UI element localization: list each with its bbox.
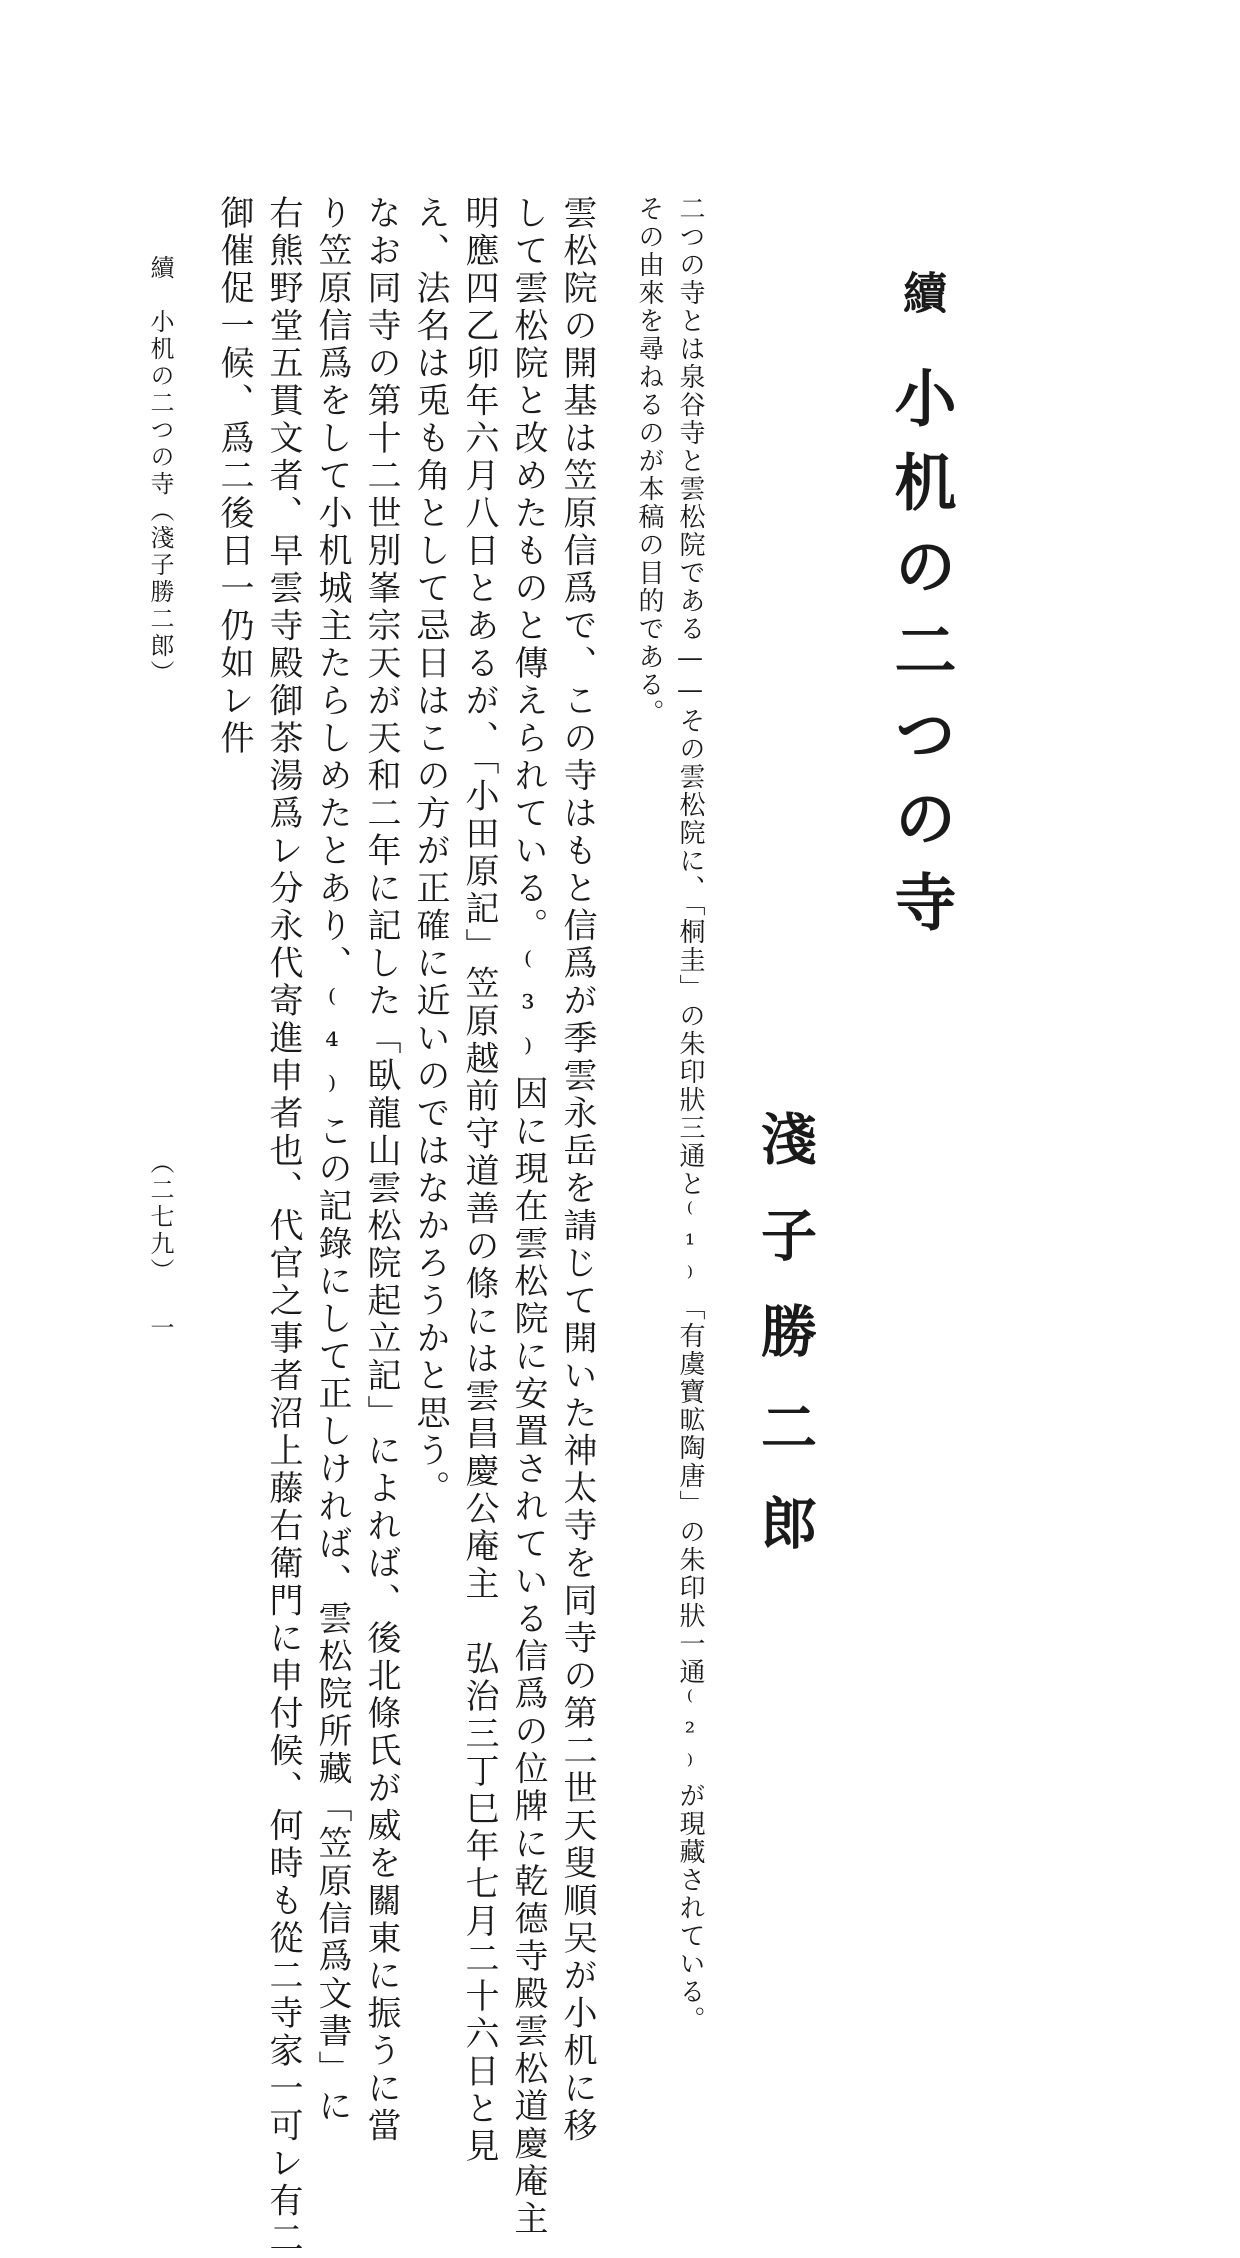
leaf-number: 一: [146, 1315, 174, 1339]
intro-line-1: 二つの寺とは泉谷寺と雲松院である——その雲松院に、「桐圭」の朱印狀三通と⁽¹⁾「有虞寶昿陶唐」の朱印狀一通⁽²⁾が現藏されている。: [675, 195, 705, 2034]
title-prefix: 續: [895, 270, 946, 336]
body-line-5: なお同寺の第十二世別峯宗天が天和二年に記した「臥龍山雲松院起立記」によれば、後北條氏が威を關東に振うに當: [361, 195, 401, 2145]
article-title: [884, 270, 957, 954]
page-number: （二七九）: [146, 1150, 174, 1285]
body-line-2: して雲松院と改めたものと傳えられている。⁽³⁾因に現在雲松院に安置されている信爲の位牌に乾德寺殿雲松道慶庵主: [508, 195, 548, 2238]
body-line-7: 右熊野堂五貫文者、早雲寺殿御茶湯爲レ分永代寄進申者也、代官之事者沼上藤右衛門に申付候、何時も從二寺家一可レ有二: [263, 195, 303, 2258]
body-line-8: 御催促一候、爲二後日一仍如レ件: [214, 195, 254, 758]
running-title: 續 小机の二つの寺（淺子勝二郎）: [146, 255, 174, 687]
intro-line-2: その由來を尋ねるのが本稿の目的である。: [634, 195, 664, 727]
body-line-6: り笠原信爲をして小机城主たらしめたとあり、⁽⁴⁾この記錄にして正しければ、雲松院所藏「笠原信爲文書」に: [312, 195, 352, 2126]
title-main: 小机の二つの寺: [884, 366, 957, 954]
author-name: 淺子勝二郎: [752, 1110, 818, 1590]
body-line-1: 雲松院の開基は笠原信爲で、この寺はもと信爲が季雲永岳を請じて開いた神太寺を同寺の第二世天叟順㕦が小机に移: [557, 195, 597, 2145]
body-line-4: え、法名は兎も角として忌日はこの方が正確に近いのではなかろうかと思う。: [410, 195, 450, 1508]
body-line-3: 明應四乙卯年六月八日とあるが、「小田原記」笠原越前守道善の條には雲昌慶公庵主 弘治三丁巳年七月二十六日と見: [459, 195, 499, 2166]
